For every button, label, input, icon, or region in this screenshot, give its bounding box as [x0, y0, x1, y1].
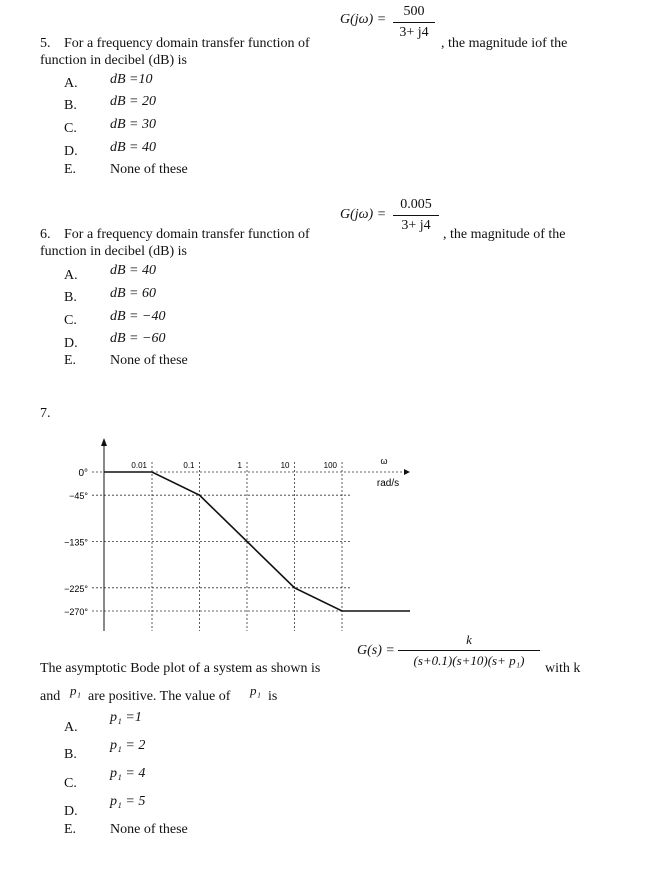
q7-stem-b3: is — [268, 689, 278, 704]
plot-labels — [64, 456, 399, 617]
x-tick-label: 1 — [237, 461, 242, 470]
y-tick-label: −225° — [64, 583, 88, 594]
plot-grid — [92, 462, 404, 631]
q6-transfer-fraction — [393, 197, 439, 234]
q5-transfer-fraction — [393, 4, 435, 41]
q6-option-c[interactable]: dB = −40 — [110, 309, 166, 324]
q5-option-e-letter: E. — [64, 162, 77, 177]
q7-option-a-letter: A. — [64, 720, 78, 735]
q7-stem-a: The asymptotic Bode plot of a system as shown is — [40, 661, 321, 676]
plot-axes — [101, 438, 410, 631]
x-tick-label: 10 — [280, 461, 290, 470]
q7-option-e[interactable]: None of these — [110, 822, 188, 837]
q5-option-d-letter: D. — [64, 144, 78, 159]
q7-stem-b1: and — [40, 689, 61, 704]
q7-option-c-letter: C. — [64, 776, 77, 791]
q7-tf-tail: with k — [545, 661, 581, 676]
q6-option-a[interactable]: dB = 40 — [110, 263, 156, 278]
q6-option-d[interactable]: dB = −60 — [110, 331, 166, 346]
x-tick-label: 0.1 — [183, 461, 195, 470]
q7-gs: G(s) = — [357, 643, 395, 658]
x-axis-arrow — [404, 469, 410, 475]
q6-option-d-letter: D. — [64, 336, 78, 351]
q6-stem-c: function in decibel (dB) is — [40, 244, 187, 259]
q5-number: 5. — [40, 36, 51, 51]
q5-option-b[interactable]: dB = 20 — [110, 94, 156, 109]
q6-option-b-letter: B. — [64, 290, 77, 305]
q5-stem-a: For a frequency domain transfer function of — [64, 36, 310, 51]
q5-option-b-letter: B. — [64, 98, 77, 113]
q5-option-d[interactable]: dB = 40 — [110, 140, 156, 155]
x-axis-label: rad/s — [376, 478, 400, 489]
q7-option-b[interactable]: p₁ = 2 — [110, 738, 146, 753]
q7-option-a[interactable]: p₁ =1 — [110, 710, 142, 725]
y-tick-label: −45° — [69, 491, 88, 502]
q7-option-d[interactable]: p₁ = 5 — [110, 794, 146, 809]
q5-option-e[interactable]: None of these — [110, 162, 188, 177]
q6-tf-denominator: 3+ j4 — [401, 218, 431, 233]
q5-option-a[interactable]: dB =10 — [110, 72, 153, 87]
q7-option-d-letter: D. — [64, 804, 78, 819]
q5-option-c[interactable]: dB = 30 — [110, 117, 156, 132]
q5-stem-c: function in decibel (dB) is — [40, 53, 187, 68]
q7-transfer-fraction — [398, 632, 540, 669]
q6-gjw: G(jω) = — [340, 207, 387, 222]
q7-tf-numerator: k — [398, 632, 540, 651]
q6-option-c-letter: C. — [64, 313, 77, 328]
x-tick-label: 0.01 — [131, 461, 147, 470]
q5-option-a-letter: A. — [64, 76, 78, 91]
q7-stem-b2: are positive. The value of — [88, 689, 231, 704]
x-tick-label: 100 — [323, 461, 337, 470]
q5-tf-numerator: 500 — [393, 4, 435, 23]
q6-number: 6. — [40, 227, 51, 242]
bode-phase-plot — [0, 438, 654, 638]
q6-tf-numerator: 0.005 — [393, 197, 439, 216]
q5-option-c-letter: C. — [64, 121, 77, 136]
q7-p1-symbol-b: p₁ — [250, 683, 262, 698]
q5-gjw: G(jω) = — [340, 12, 387, 27]
q6-option-e[interactable]: None of these — [110, 353, 188, 368]
q6-option-e-letter: E. — [64, 353, 77, 368]
q7-option-b-letter: B. — [64, 747, 77, 762]
q7-p1-symbol-a: p₁ — [70, 683, 82, 698]
q6-option-a-letter: A. — [64, 268, 78, 283]
q6-option-b[interactable]: dB = 60 — [110, 286, 156, 301]
q7-number: 7. — [40, 406, 51, 421]
q7-option-c[interactable]: p₁ = 4 — [110, 766, 146, 781]
x-axis-symbol: ω — [380, 456, 388, 466]
y-axis-arrow — [101, 438, 107, 446]
q6-stem-a: For a frequency domain transfer function of — [64, 227, 310, 242]
y-tick-label: −270° — [64, 607, 88, 617]
q7-option-e-letter: E. — [64, 822, 77, 837]
q6-stem-b: , the magnitude of the — [443, 227, 566, 242]
q5-tf-denominator: 3+ j4 — [399, 25, 429, 40]
y-tick-label: −135° — [64, 537, 88, 548]
q5-stem-b: , the magnitude iof the — [441, 36, 568, 51]
q7-tf-denominator: (s+0.1)(s+10)(s+ p₁) — [413, 653, 525, 668]
y-tick-label: 0° — [78, 468, 88, 479]
